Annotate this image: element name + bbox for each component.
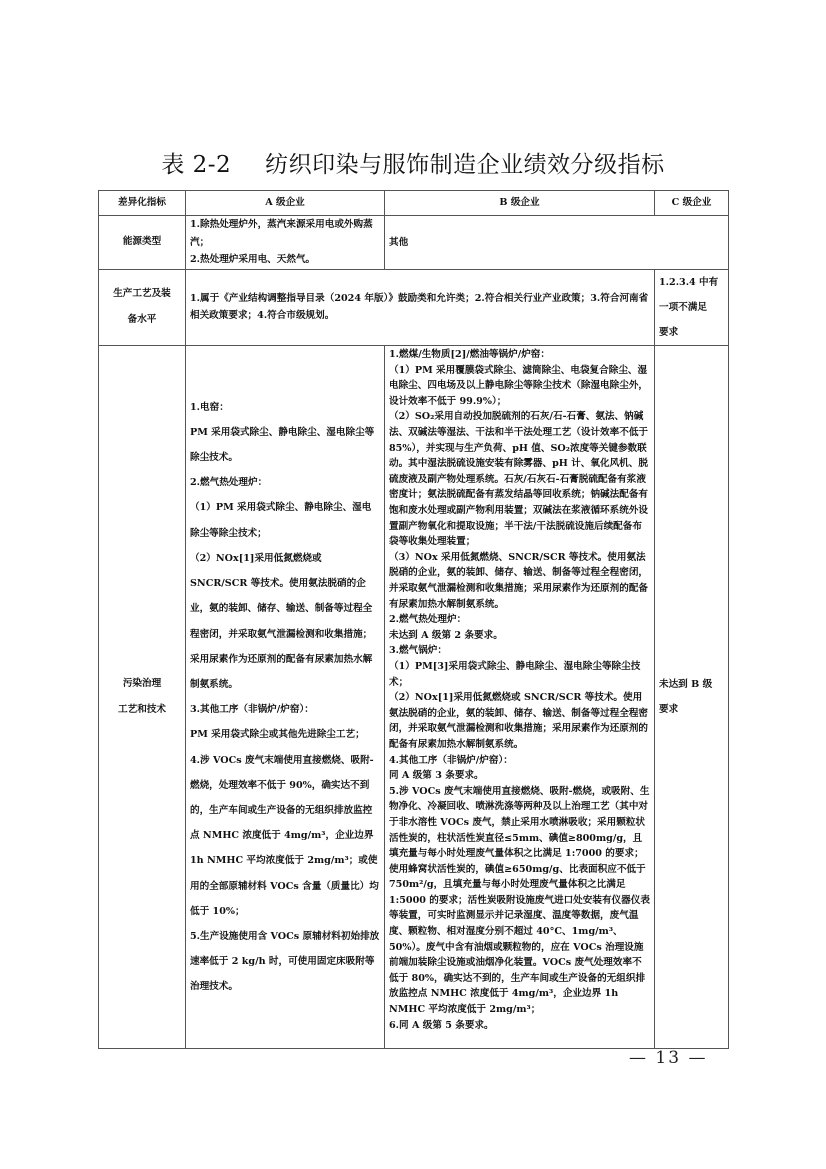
pollution-a-item: 4.涉 VOCs 废气末端使用直接燃烧、吸附-燃烧，处理效率不低于 90%，确实达不到的，生产车间或生产设备的无组织排放监控点 NMHC 浓度低于 4mg/m³，企业边界 1h NMHC 平均浓度低于 2mg/m³；或使用的全部原辅材料 VOCs 含量（质量比）均低于 10%； <box>190 754 379 917</box>
pollution-c-line-1: 未达到 B 级 <box>659 678 713 690</box>
table-number: 表 2-2 <box>161 152 232 178</box>
pollution-b-item: （1）PM[3]采用袋式除尘、静电除尘、湿电除尘等除尘技术； <box>389 660 641 688</box>
energy-a-line-2: 2.热处理炉采用电、天然气。 <box>190 254 316 265</box>
pollution-label-line-1: 污染治理 <box>122 678 162 690</box>
pollution-a-item: 3.其他工序（非锅炉/炉窑）： <box>190 704 314 716</box>
pollution-b-item: 2.燃气热处理炉： <box>389 614 467 626</box>
row-energy-type <box>99 216 729 270</box>
header-grade-a: A 级企业 <box>186 191 385 216</box>
pollution-b-item: 1.燃煤/生物质[2]/燃油等锅炉/炉窑： <box>389 349 550 361</box>
energy-grade-a <box>186 216 385 270</box>
process-c-line-1: 1.2.3.4 中有 <box>659 276 719 288</box>
pollution-grade-b <box>385 346 655 1049</box>
process-label-line-1: 生产工艺及装 <box>113 288 171 300</box>
pollution-b-item: 同 A 级第 3 条要求。 <box>389 770 484 782</box>
pollution-c-line-2: 要求 <box>659 704 679 716</box>
process-grade-c <box>655 269 729 346</box>
pollution-label-line-2: 工艺和技术 <box>118 704 166 716</box>
pollution-grade-a <box>186 346 385 1049</box>
table-title-text: 纺织印染与服饰制造企业绩效分级指标 <box>265 152 665 178</box>
pollution-b-item: 5.涉 VOCs 废气末端使用直接燃烧、吸附-燃烧，或吸附、生物净化、冷凝回收、喷淋洗涤等两种及以上治理工艺（其中对于非水溶性 VOCs 废气，禁止采用水喷淋吸收；采用颗粒状活性炭的，柱状活性炭直径≤5mm、碘值≥800mg/g，且填充量与每小时处理废气量体积之比满足 1:7000 的要求；使用蜂窝状活性炭的，碘值≥650mg/g、比表面积应不低于 750m²/g，且填充量与每小时处理废气量体积之比满足 1:5000 的要求；活性炭吸附设施废气进口处安装有仪器仪表等装置，可实时监测显示并记录湿度、温度等数据，废气温度、颗粒物、相对湿度分别不超过 40°C、1mg/m³、50%）。废气中含有油烟或颗粒物的，应在 VOCs 治理设施前端加装除尘设施或油烟净化装置。VOCs 废气处理效率不低于 80%，确实达不到的，生产车间或生产设备的无组织排放监控点 NMHC 浓度低于 4mg/m³，企业边界 1h NMHC 平均浓度低于 2mg/m³； <box>389 785 650 1016</box>
row-pollution-control <box>99 346 729 1049</box>
table-header-row <box>99 191 729 216</box>
page-number: — 13 — <box>629 1048 708 1068</box>
pollution-b-item: 未达到 A 级第 2 条要求。 <box>389 629 503 641</box>
pollution-b-item: （1）PM 采用覆膜袋式除尘、滤筒除尘、电袋复合除尘、湿电除尘、四电场及以上静电除尘等除尘技术（除湿电除尘外，设计效率不低于 99.9%）； <box>389 364 649 407</box>
process-grade-ab: 1.属于《产业结构调整指导目录（2024 年版）》鼓励类和允许类；2.符合相关行业产业政策；3.符合河南省相关政策要求；4.符合市级规划。 <box>186 269 655 346</box>
process-label-line-2: 备水平 <box>127 314 157 326</box>
pollution-a-item: PM 采用袋式除尘、静电除尘、湿电除尘等除尘技术。 <box>190 426 375 464</box>
pollution-b-item: （3）NOx 采用低氮燃烧、SNCR/SCR 等技术。使用氨法脱硝的企业，氨的装卸、储存、输送、制备等过程全程密闭，并采取氨气泄漏检测和收集措施；采用尿素作为还原剂的配备有尿素加热水解制氨系统。 <box>389 551 649 610</box>
row-process-equipment <box>99 269 729 346</box>
pollution-a-item: 5.生产设施使用含 VOCs 原辅材料初始排放速率低于 2 kg/h 时，可使用固定床吸附等治理技术。 <box>190 930 380 993</box>
process-c-line-2: 一项不满足 <box>659 301 707 313</box>
energy-a-line-1: 1.除热处理炉外，蒸汽来源采用电或外购蒸汽； <box>190 219 373 248</box>
header-indicator: 差异化指标 <box>99 191 186 216</box>
pollution-a-item: 2.燃气热处理炉： <box>190 477 268 489</box>
table-title <box>0 146 826 179</box>
process-c-line-3: 要求 <box>659 326 679 338</box>
pollution-a-item: 1.电窑： <box>190 401 229 413</box>
pollution-a-item: PM 采用袋式除尘或其他先进除尘工艺； <box>190 729 365 741</box>
pollution-b-item: 4.其他工序（非锅炉/炉窑）： <box>389 754 513 766</box>
performance-grading-table <box>98 190 729 1049</box>
row-label-pollution <box>99 346 186 1049</box>
row-label-energy: 能源类型 <box>99 216 186 270</box>
pollution-b-item: 6.同 A 级第 5 条要求。 <box>389 1019 494 1031</box>
pollution-a-item: （1）PM 采用袋式除尘、静电除尘、湿电除尘等除尘技术； <box>190 502 372 539</box>
pollution-b-item: （2）NOx[1]采用低氮燃烧或 SNCR/SCR 等技术。使用氨法脱硝的企业，氨的装卸、储存、输送、制备等过程全程密闭，并采取氨气泄漏检测和收集措施；采用尿素作为还原剂的配备有尿素加热水解制氨系统。 <box>389 692 649 750</box>
row-label-process <box>99 269 186 346</box>
energy-grade-b: 其他 <box>385 216 729 270</box>
pollution-a-item: （2）NOx[1]采用低氮燃烧或 SNCR/SCR 等技术。使用氨法脱硝的企业，氨的装卸、储存、输送、制备等过程全程密闭，并采取氨气泄漏检测和收集措施；采用尿素作为还原剂的配备有尿素加热水解制氨系统。 <box>190 552 373 690</box>
header-grade-c: C 级企业 <box>655 191 729 216</box>
pollution-b-item: 3.燃气锅炉： <box>389 645 447 657</box>
header-grade-b: B 级企业 <box>385 191 655 216</box>
pollution-b-item: （2）SO₂采用自动投加脱硫剂的石灰/石-石膏、氨法、钠碱法、双碱法等湿法、干法和半干法处理工艺（设计效率不低于 85%），并实现与生产负荷、pH 值、SO₂浓度等关键参数联动。其中湿法脱硫设施安装有除雾器、pH 计、氧化风机、脱硫废液及副产物处理系统。石灰/石灰石-石膏脱硫配备有浆液密度计；氨法脱硫配备有蒸发结晶等回收系统；钠碱法配备有饱和废水处理或副产物利用装置；双碱法在浆液循环系统外设置副产物氧化和提取设施；半干法/干法脱硫设施后续配备布袋等收集处理装置； <box>389 411 649 548</box>
pollution-grade-c <box>655 346 729 1049</box>
